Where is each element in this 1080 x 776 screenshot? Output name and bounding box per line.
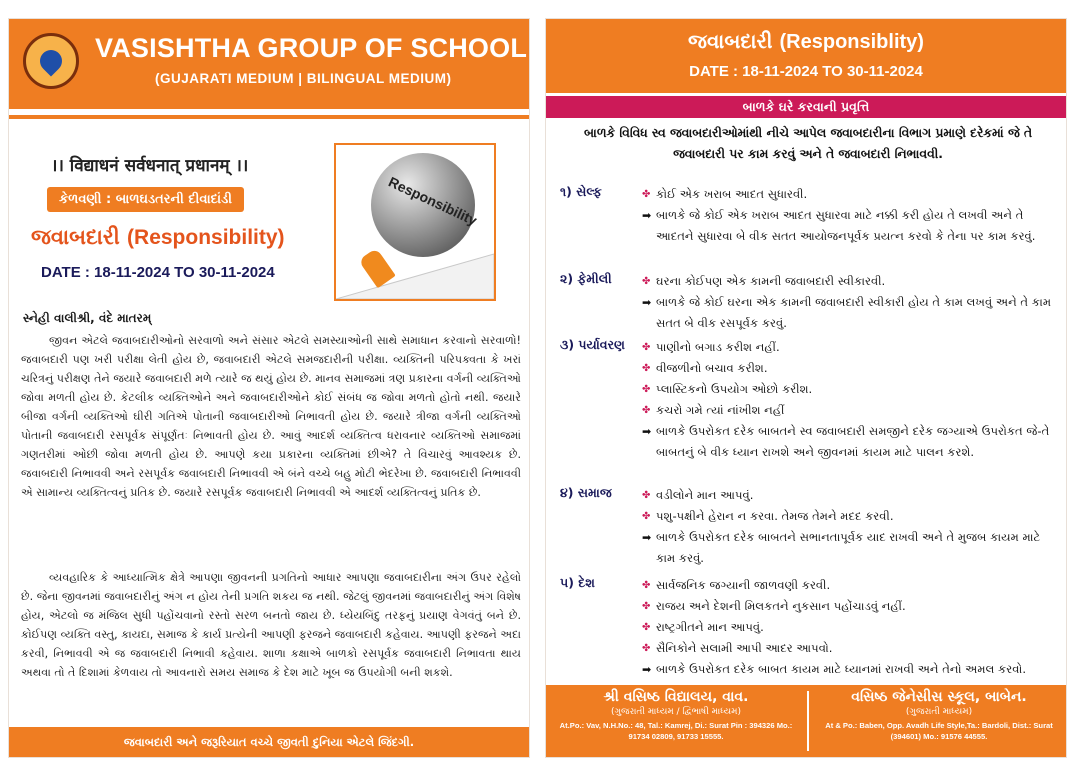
flower-bullet-icon: ✤ xyxy=(642,643,651,654)
responsibility-illustration xyxy=(334,143,496,301)
left-footer-quote: જવાબદારી અને જરૂરિયાત વચ્ચે જીવતી દુનિયા એટલે જિંદગી. xyxy=(9,727,529,757)
paragraph-1: જીવન એટલે જવાબદારીઓનો સરવાળો અને સંસાર એટલે સમસ્યાઓની સાથે સમાધાન કરવાનો સરવાળો! જવાબદારી પણ ખરી પરીક્ષા લેતી હોય છે, જવાબદારી એટલે સમજદારીની પરીક્ષા. વ્યક્તિની પરિપક્વતા કે ખરાં ચરિત્રનું પરીક્ષણ તેને જયારે જવાબદારી મળે ત્યારે જ થયું હોય છે. માનવ સમાજમાં ત્રણ પ્રકારના વર્ગની વ્યક્તિઓ જોવા મળતી હોય છે. કેટલીક વ્યક્તિઓને અને જવાબદારીઓને કોઈ સંબંધ જ જોવા મળતો હોતો નથી. જયારે બીજા વર્ગની વ્યક્તિઓ ઘીરી ગતિએ પોતાની જવાબદારીઓ નિભાવતી હોય છે. જયારે ત્રીજા વર્ગની વ્યક્તિઓ પોતાની જવાબદારી રસપૂર્વક સંપૂર્ણતઃ નિભાવતી હોય છે. આવું આદર્શ વ્યક્તિત્વ ધરાવનાર વ્યક્તિઓ સમાજમાં ગણતરીમાં ઓછી જોવા મળતી હોય છે. આપણે કયા પ્રકારના વ્યક્તિમાં છીએ? તે વિચારવું આવશ્યક છે. જવાબદારી નિભાવવી અને રસપૂર્વક જવાબદારી નિભાવવી એ બંને વચ્ચે બહુ મોટી ભેદરેખા છે. જવાબદારી નિભાવવી એ સામાન્ય વ્યક્તિત્વનું પ્રતિક છે. જયારે રસપૂર્વક જવાબદારી નિભાવવી એ આદર્શ વ્યક્તિત્વનું પ્રતિક છે. xyxy=(21,334,521,499)
section-label: ૪) સમાજ xyxy=(560,485,612,500)
right-date: DATE : 18-11-2024 TO 30-11-2024 xyxy=(689,63,923,80)
flower-bullet-icon: ✤ xyxy=(642,342,651,353)
list-item-text: કોઈ એક ખરાબ આદત સુધારવી. xyxy=(656,187,808,201)
sanskrit-shloka: ।। विद्याधनं सर्वधनात् प्रधानम् ।। xyxy=(51,156,249,176)
list-item xyxy=(642,379,1054,400)
list-item-text: બાળકે જે કોઈ એક ખરાબ આદત સુધારવા માટે નક્કી કરી હોય તે લખવી અને તે આદતને સુધારવા બે વીક સતત આયોજનપૂર્વક પ્રયત્ન કરવો કે તેના પર કામ કરવું. xyxy=(656,208,1036,243)
left-title xyxy=(31,225,285,250)
list-item xyxy=(642,575,1054,596)
section-items xyxy=(642,575,1054,680)
list-item-text: રાષ્ટ્રગીતને માન આપવું. xyxy=(656,620,764,634)
list-item xyxy=(642,358,1054,379)
kelavani-badge: કેળવણી : બાળઘડતરની દીવાદાંડી xyxy=(47,187,244,212)
school1-address: At.Po.: Vav, N.H.No.: 48, Tal.: Kamrej, Di.: Surat Pin : 394326 Mo.: 91734 02809, 91733 15555. xyxy=(559,721,793,741)
list-item-text: પ્લાસ્ટિકનો ઉપયોગ ઓછો કરીશ. xyxy=(656,382,813,396)
flower-bullet-icon: ✤ xyxy=(642,622,651,633)
school2-address: At & Po.: Baben, Opp. Avadh Life Style,Ta.: Bardoli, Dist.: Surat (394601) Mo.: 91576 44555. xyxy=(825,721,1053,741)
section-items xyxy=(642,485,1054,569)
arrow-bullet-icon: ➡ xyxy=(642,663,652,676)
section-label: ૫) દેશ xyxy=(560,575,595,590)
list-item xyxy=(642,617,1054,638)
school2-block xyxy=(810,685,1067,757)
school2-medium: (ગુજરાતી માધ્યમ) xyxy=(905,707,973,717)
section-label: ૩) પર્યાવરણ xyxy=(560,337,625,352)
flower-bullet-icon: ✤ xyxy=(642,490,651,501)
arrow-bullet-icon: ➡ xyxy=(642,531,652,544)
list-item-text: પશુ-પક્ષીને હેરાન ન કરવા. તેમજ તેમને મદદ કરવી. xyxy=(656,509,894,523)
activity-intro: બાળકે વિવિધ સ્વ જવાબદારીઓમાંથી નીચે આપેલ જવાબદારીના વિભાગ પ્રમાણે દરેકમાં જે તે જવાબદારી પર કામ કરવું અને તે જવાબદારી નિભાવવી. xyxy=(583,126,1033,161)
list-item-text: રાજય અને દેશની મિલકતને નુકસાન પહોંચાડવું નહીં. xyxy=(656,599,906,613)
arrow-bullet-icon: ➡ xyxy=(642,425,652,438)
list-item-text: ઘરના કોઈપણ એક કામની જવાબદારી સ્વીકારવી. xyxy=(656,274,886,288)
section-items xyxy=(642,337,1054,463)
list-item xyxy=(642,292,1054,334)
list-item xyxy=(642,506,1054,527)
flower-bullet-icon: ✤ xyxy=(642,363,651,374)
greeting: સ્નેહી વાલીશ્રી, વંદે માતરમ્ xyxy=(23,311,152,325)
flower-bullet-icon: ✤ xyxy=(642,511,651,522)
right-title-gujarati: જવાબદારી xyxy=(688,29,773,53)
list-item-text: સાર્વજનિક જગ્યાની જાળવણી કરવી. xyxy=(656,578,831,592)
list-item xyxy=(642,527,1054,569)
right-header xyxy=(546,19,1066,93)
list-item xyxy=(642,205,1054,247)
section-items xyxy=(642,271,1054,334)
left-title-english: (Responsibility) xyxy=(127,226,285,249)
section-label: ૨) ફેમીલી xyxy=(560,271,612,286)
left-header xyxy=(9,19,529,115)
school-medium: (GUJARATI MEDIUM | BILINGUAL MEDIUM) xyxy=(155,71,452,86)
footer-divider xyxy=(807,691,809,751)
list-item xyxy=(642,596,1054,617)
list-item xyxy=(642,271,1054,292)
school-name: VASISHTHA GROUP OF SCHOOL xyxy=(95,33,528,63)
section-items xyxy=(642,184,1054,247)
arrow-bullet-icon: ➡ xyxy=(642,209,652,222)
flower-bullet-icon: ✤ xyxy=(642,189,651,200)
paragraph-2: વ્યવહારિક કે આધ્યાત્મિક ક્ષેત્રે આપણા જીવનની પ્રગતિનો આધાર આપણા જવાબદારીના અંગ ઉપર રહેલો છે. જેના જીવનમાં જવાબદારીનું અંગ ન હોય તેની પ્રગતિ શકય જ નથી. જેટલું જીવનમાં જવાબદારીનું અંગ વિશેષ હોય, એટલો જ મંજિલ સુધી પહોંચવાનો રસ્તો સરળ બનતો જાય છે. ધ્યેયબિંદુ તરફનું પ્રયાણ વેગવંતું બને છે. કોઈપણ વ્યક્તિ વસ્તુ, કાયદા, સમાજ કે કાર્ય પ્રત્યેની આપણી ફરજને જવાબદારી કહેવાય. આપણી ફરજને અદા કરવી, નિભાવવી એ જ જવાબદારી નિભાવી કહેવાય. શાળા કક્ષાએ બાળકો રસપૂર્વક જવાબદારી નિભાવતા થાય અથવા તો તે દિશામાં કેળવાય તો આવનારો સમય સમાજ કે દેશ માટે ખૂબ જ ઉપયોગી બની શકશે. xyxy=(21,571,521,679)
list-item-text: બાળકે ઉપરોકત દરેક બાબત કાયમ માટે ધ્યાનમાં રાખવી અને તેનો અમલ કરવો. xyxy=(656,662,1027,676)
responsibility-ball-icon xyxy=(371,153,480,257)
list-item-text: બાળકે જે કોઈ ઘરના એક કામની જવાબદારી સ્વીકારી હોય તે કામ લખવું અને તે કામ સતત બે વીક રસપૂર્વક કરવું. xyxy=(656,295,1052,330)
list-item xyxy=(642,400,1054,421)
flower-bullet-icon: ✤ xyxy=(642,384,651,395)
school1-name: શ્રી વસિષ્ઠ વિદ્યાલય, વાવ. xyxy=(603,689,749,705)
list-item-text: કચરો ગમે ત્યાં નાંખીશ નહીં xyxy=(656,403,785,417)
list-item-text: બાળકે ઉપરોકત દરેક બાબતને સ્વ જવાબદારી સમજીને દરેક જગ્યાએ ઉપરોકત જે-તે બાબતનું બે વીક ધ્યાન રાખશે અને જીવનમાં કાયમ માટે પાલન કરશે. xyxy=(656,424,1050,459)
flower-bullet-icon: ✤ xyxy=(642,580,651,591)
ball-label: Responsibility xyxy=(386,173,480,229)
left-date: DATE : 18-11-2024 TO 30-11-2024 xyxy=(41,264,275,281)
flower-bullet-icon: ✤ xyxy=(642,405,651,416)
list-item xyxy=(642,659,1054,680)
list-item-text: વીજળીનો બચાવ કરીશ. xyxy=(656,361,768,375)
list-item xyxy=(642,638,1054,659)
slope-shape xyxy=(336,249,494,299)
list-item-text: બાળકે ઉપરોકત દરેક બાબતને સભાનતાપૂર્વક યાદ રાખવી અને તે મુજબ કાયમ માટે કામ કરવું. xyxy=(656,530,1041,565)
list-item xyxy=(642,337,1054,358)
right-footer xyxy=(546,685,1066,757)
list-item xyxy=(642,184,1054,205)
arrow-bullet-icon: ➡ xyxy=(642,296,652,309)
left-title-gujarati: જવાબદારી xyxy=(31,225,120,249)
section-label: ૧) સેલ્ફ xyxy=(560,184,602,199)
school1-block xyxy=(546,685,806,757)
activity-heading: બાળકે ઘરે કરવાની પ્રવૃત્તિ xyxy=(546,96,1066,118)
left-poster-panel xyxy=(8,18,530,758)
right-title xyxy=(546,29,1066,54)
right-title-english: (Responsiblity) xyxy=(779,31,924,53)
school2-name: વસિષ્ઠ જેનેસીસ સ્કૂલ, બાબેન. xyxy=(851,689,1027,705)
list-item-text: પાણીનો બગાડ કરીશ નહીં. xyxy=(656,340,780,354)
list-item-text: વડીલોને માન આપવું. xyxy=(656,488,754,502)
school1-medium: (ગુજરાતી માધ્યમ / દ્વિભાષી માધ્યમ) xyxy=(610,707,742,717)
flower-bullet-icon: ✤ xyxy=(642,601,651,612)
list-item xyxy=(642,485,1054,506)
right-poster-panel xyxy=(545,18,1067,758)
school-logo-icon xyxy=(23,33,79,89)
list-item xyxy=(642,421,1054,463)
list-item-text: સૈનિકોને સલામી આપી આદર આપવો. xyxy=(656,641,833,655)
flower-bullet-icon: ✤ xyxy=(642,276,651,287)
